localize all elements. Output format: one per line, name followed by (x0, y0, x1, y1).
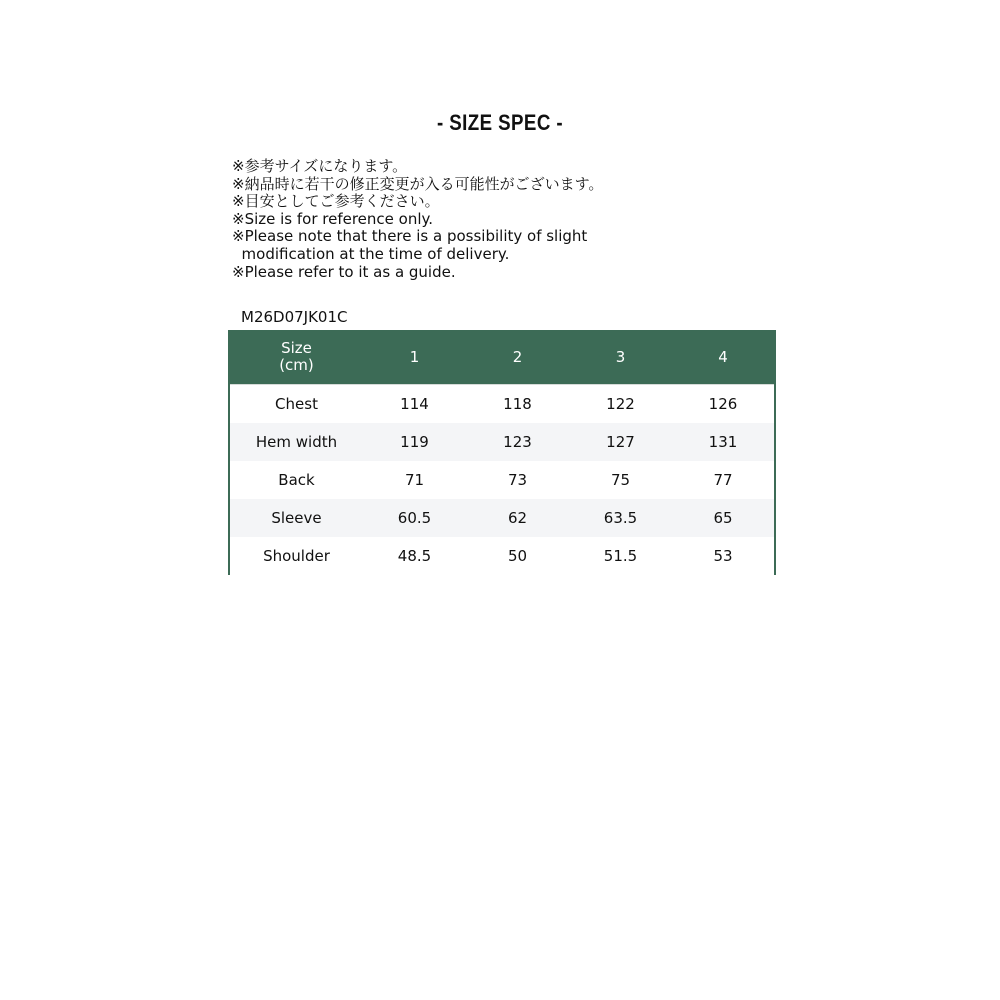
table-cell: 119 (400, 432, 429, 451)
table-header-row (229, 330, 775, 384)
note-line: ※Please note that there is a possibility of slight (232, 227, 588, 246)
note-line: ※目安としてご参考ください。 (232, 192, 440, 211)
table-cell: 60.5 (397, 508, 432, 527)
table-cell: 75 (610, 470, 631, 489)
note-line: modification at the time of delivery. (232, 244, 510, 263)
table-cell: 63.5 (603, 508, 638, 527)
unit-header-label: (cm) (279, 355, 314, 374)
size-unit-header (229, 330, 363, 384)
size-header-label: Size (281, 338, 312, 357)
table-row (229, 499, 775, 537)
table-cell: 126 (672, 384, 775, 423)
size-column-header: 1 (409, 347, 420, 366)
table-row (229, 423, 775, 461)
table-cell: 53 (713, 546, 733, 565)
table-cell: 77 (713, 470, 733, 489)
size-column-header: 2 (512, 347, 523, 366)
table-row (229, 537, 775, 575)
measurement-label: Sleeve (271, 508, 322, 527)
size-column-header: 3 (615, 347, 626, 366)
table-cell: 114 (363, 384, 466, 423)
table-cell: 65 (713, 508, 733, 527)
note-line: ※Please refer to it as a guide. (232, 262, 456, 281)
table-cell: 127 (606, 432, 635, 451)
table-cell: 62 (507, 508, 528, 527)
measurement-label: Hem width (255, 432, 338, 451)
note-line: ※参考サイズになります。 (232, 157, 408, 175)
size-spec-table (228, 330, 776, 575)
table-cell: 122 (569, 384, 672, 423)
size-notes (232, 158, 603, 281)
table-row (229, 461, 775, 499)
table-cell: 118 (466, 384, 569, 423)
measurement-label: Back (278, 470, 315, 489)
table-cell: 71 (404, 470, 425, 489)
page-title: - SIZE SPEC - (436, 110, 564, 135)
measurement-label: Shoulder (263, 546, 330, 565)
table-cell: 123 (503, 432, 532, 451)
size-column-header: 4 (718, 347, 728, 366)
table-cell: 50 (507, 546, 528, 565)
table-cell: 51.5 (603, 546, 638, 565)
note-line: ※Size is for reference only. (232, 209, 434, 228)
table-cell: 131 (708, 432, 738, 451)
table-cell: 73 (507, 470, 528, 489)
product-code: M26D07JK01C (241, 308, 348, 326)
table-cell: 48.5 (397, 546, 432, 565)
table-row (229, 384, 775, 423)
measurement-label: Chest (229, 384, 363, 423)
note-line: ※納品時に若干の修正変更が入る可能性がございます。 (232, 174, 604, 193)
